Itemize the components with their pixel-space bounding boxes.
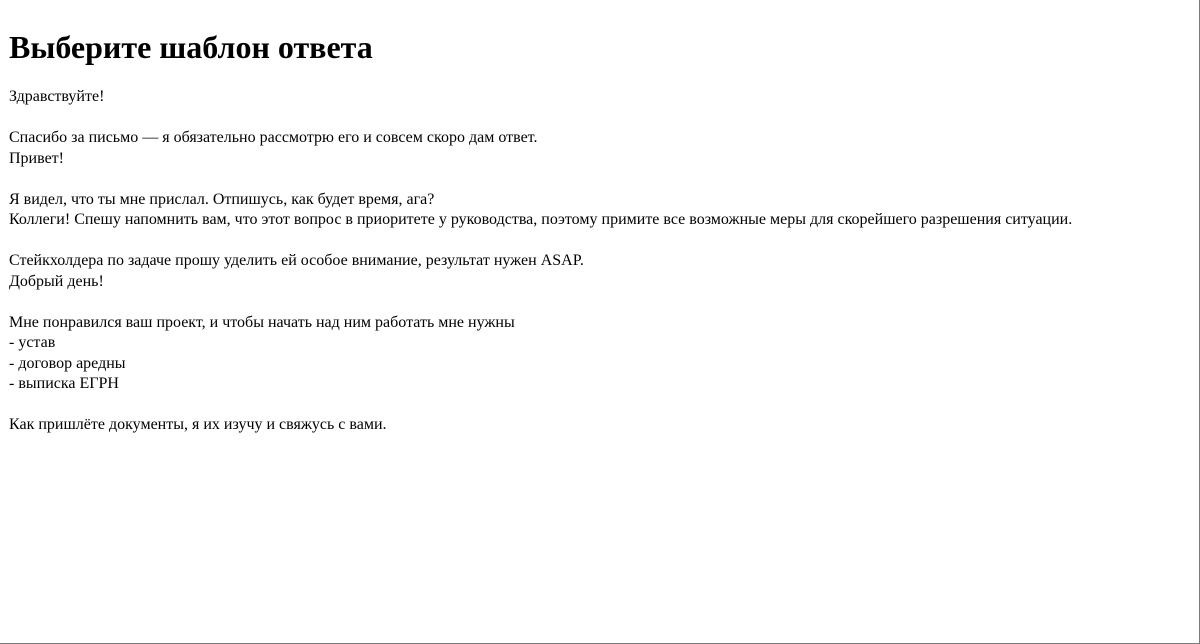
template-line: Здравствуйте! (9, 88, 105, 105)
template-line: Спасибо за письмо — я обязательно рассмотрю его и совсем скоро дам ответ. (9, 129, 538, 146)
page-title: Выберите шаблон ответа (9, 29, 373, 65)
template-line: - выписка ЕГРН (9, 375, 119, 392)
template-line: Коллеги! Спешу напомнить вам, что этот вопрос в приоритете у руководства, поэтому примите все возможные меры для скорейшего разрешения ситуации. (9, 211, 1073, 228)
template-line (9, 169, 1139, 190)
template-option-documents[interactable] (9, 272, 1139, 436)
template-line (9, 292, 1139, 313)
template-line: - договор аредны (9, 354, 126, 372)
template-line (9, 395, 1139, 416)
template-line: - устав (9, 334, 56, 351)
template-list (9, 87, 1139, 436)
template-option-formal[interactable] (9, 87, 1139, 149)
template-option-casual[interactable] (9, 149, 1139, 211)
template-line: Добрый день! (9, 272, 104, 290)
template-line (9, 108, 1139, 129)
template-line: Стейкхолдера по задаче прошу уделить ей особое внимание, результат нужен ASAP. (9, 252, 584, 269)
template-line: Я видел, что ты мне прислал. Отпишусь, как будет время, ага? (9, 190, 435, 208)
template-line: Привет! (9, 149, 64, 167)
template-line: Как пришлёте документы, я их изучу и свяжусь с вами. (9, 416, 387, 433)
template-line (9, 231, 1139, 252)
template-option-colleagues[interactable] (9, 210, 1139, 272)
template-line: Мне понравился ваш проект, и чтобы начать над ним работать мне нужны (9, 313, 515, 331)
